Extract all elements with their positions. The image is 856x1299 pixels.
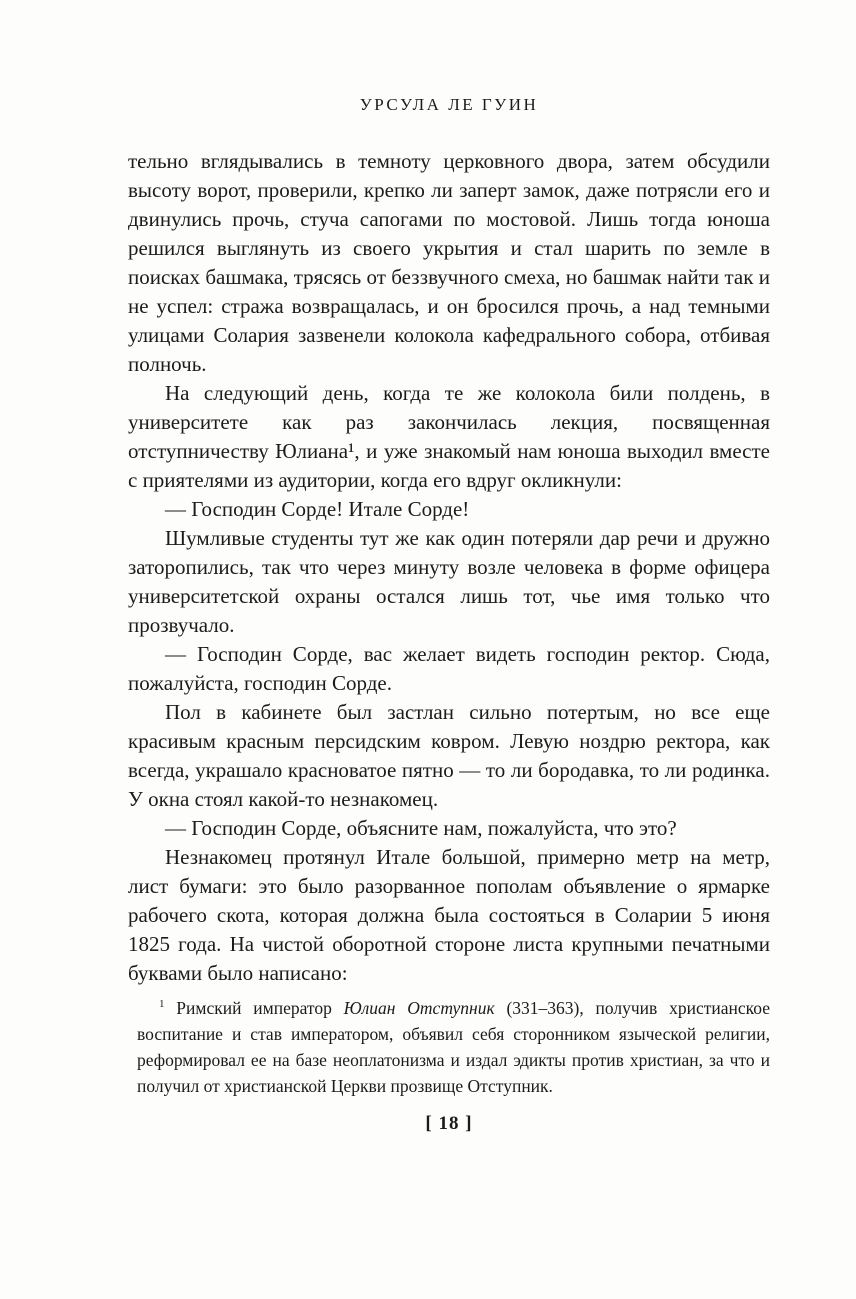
footnote-text-pre: Римский император xyxy=(176,998,344,1018)
footnote-italic-term: Юлиан Отступник xyxy=(343,998,495,1018)
body-paragraph: Пол в кабинете был застлан сильно потертым, но все еще красивым красным персидским ковром. Левую ноздрю ректора, как всегда, украшало красноватое пятно — то ли бородавка, то ли родинка. У окна стоял какой-то незнакомец. xyxy=(128,700,770,811)
dialogue-line: — Господин Сорде, объясните нам, пожалуйста, что это? xyxy=(165,816,677,840)
dialogue-line: — Господин Сорде! Итале Сорде! xyxy=(165,497,470,521)
footnote-block xyxy=(128,995,770,1099)
body-text xyxy=(128,147,770,988)
footnote xyxy=(137,995,770,1099)
footnote-marker: 1 xyxy=(159,998,165,1011)
body-paragraph: Незнакомец протянул Итале большой, примерно метр на метр, лист бумаги: это было разорванное пополам объявление о ярмарке рабочего скота, которая должна была состояться в Соларии 5 июня 1825 года. На чистой оборотной стороне листа крупными печатными буквами было написано: xyxy=(128,845,770,985)
footnote-text-post: (331–363), получив христианское воспитание и став императором, объявил себя сторонником языческой религии, реформировал ее на базе неоплатонизма и издал эдикты против христиан, за что и получил от христианской Церкви прозвище Отступник. xyxy=(137,998,770,1096)
body-paragraph: тельно вглядывались в темноту церковного двора, затем обсудили высоту ворот, проверили, крепко ли заперт замок, даже потрясли его и двинулись прочь, стуча сапогами по мостовой. Лишь тогда юноша решился выглянуть из своего укрытия и стал шарить по земле в поисках башмака, трясясь от беззвучного смеха, но башмак найти так и не успел: стража возвращалась, и он бросился прочь, а над темными улицами Солария зазвенели колокола кафедрального собора, отбивая полночь. xyxy=(128,149,770,376)
body-paragraph: Шумливые студенты тут же как один потеряли дар речи и дружно заторопились, так что через минуту возле человека в форме офицера университетской охраны остался лишь тот, чье имя только что прозвучало. xyxy=(128,526,770,637)
body-paragraph: На следующий день, когда те же колокола били полдень, в университете как раз закончилась лекция, посвященная отступничеству Юлиана¹, и уже знакомый нам юноша выходил вместе с приятелями из аудитории, когда его вдруг окликнули: xyxy=(128,381,770,492)
dialogue-line: — Господин Сорде, вас желает видеть господин ректор. Сюда, пожалуйста, господин Сорде. xyxy=(128,642,770,695)
running-head-author: УРСУЛА ЛЕ ГУИН xyxy=(359,95,539,114)
page-number: [ 18 ] xyxy=(425,1113,473,1134)
